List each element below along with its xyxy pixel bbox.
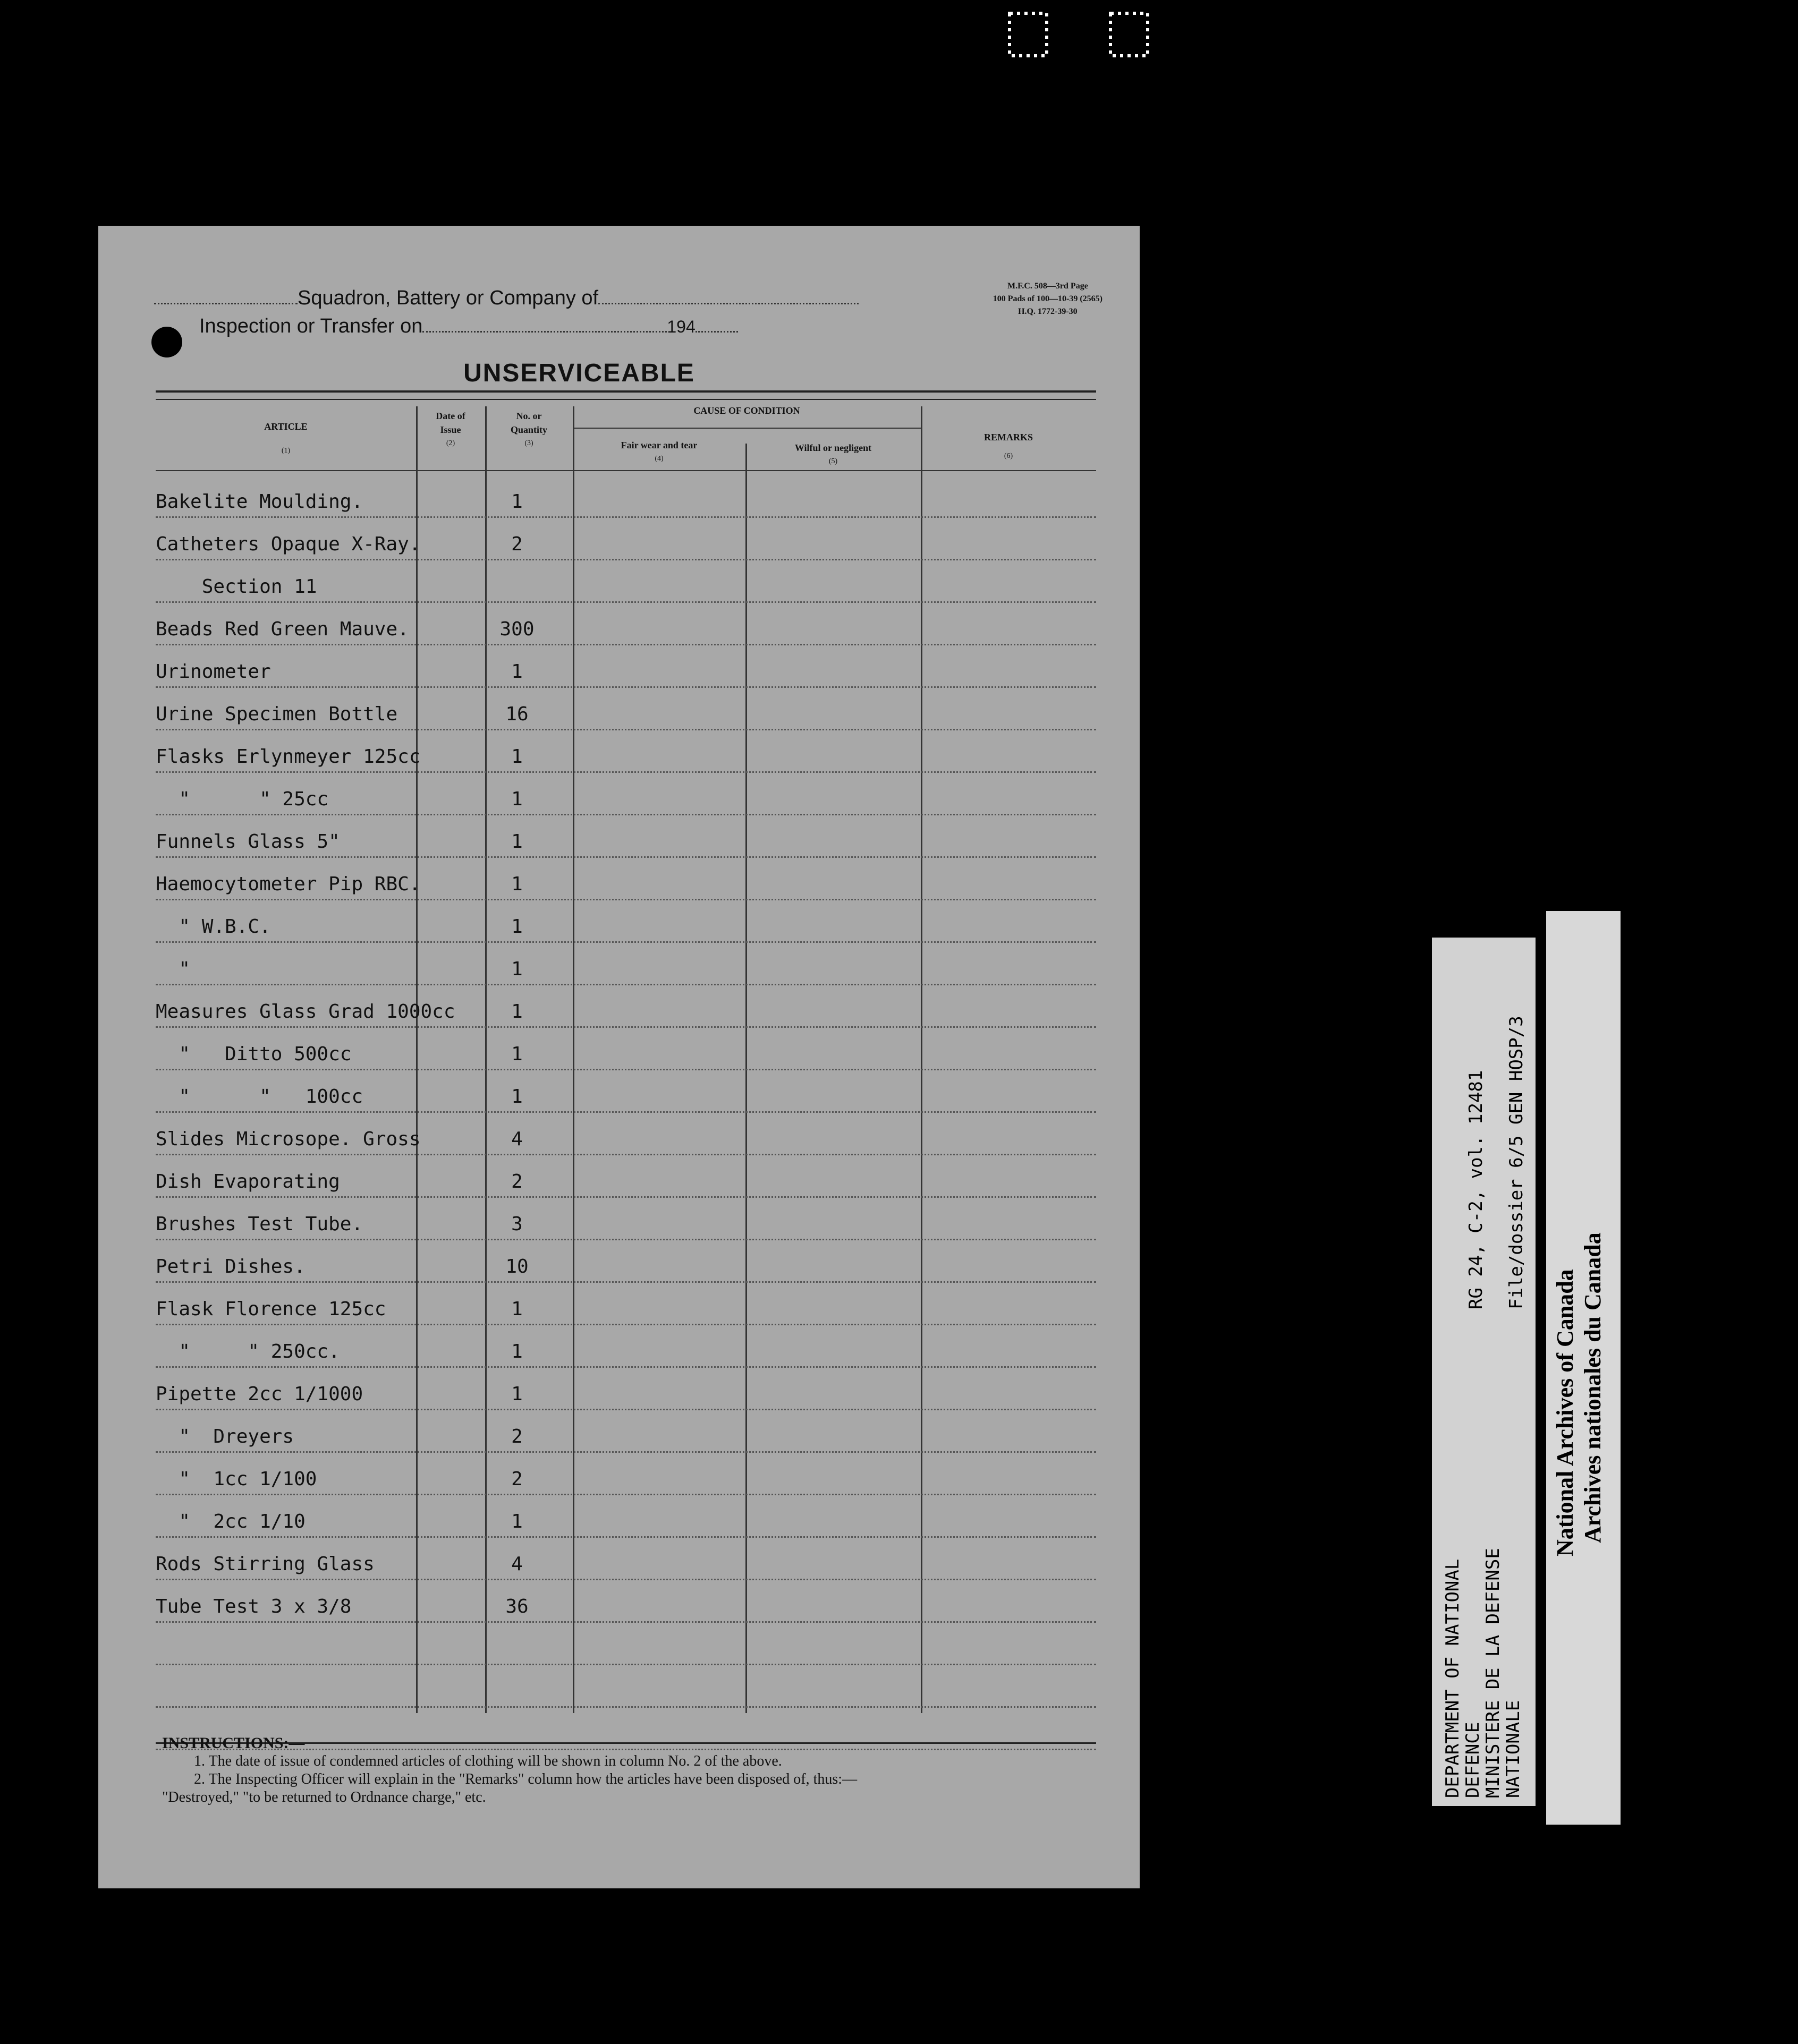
row-quantity: 1 xyxy=(511,788,523,810)
row-article: Haemocytometer Pip RBC. xyxy=(156,873,421,895)
row-quantity: 1 xyxy=(511,1341,523,1362)
table-row xyxy=(156,1410,1096,1453)
table-row xyxy=(156,1240,1096,1283)
table-row xyxy=(156,900,1096,943)
instructions xyxy=(162,1734,1092,1807)
row-quantity: 10 xyxy=(505,1256,529,1277)
row-quantity: 1 xyxy=(511,1298,523,1320)
row-article: Funnels Glass 5" xyxy=(156,831,340,853)
label-ref1: RG 24, C-2, vol. 12481 xyxy=(1465,1070,1487,1309)
row-quantity: 1 xyxy=(511,1043,523,1065)
row-quantity: 2 xyxy=(511,533,523,555)
table-row xyxy=(156,475,1096,518)
header-unit-line xyxy=(154,287,859,310)
table-row xyxy=(156,1453,1096,1495)
row-article: Section 11 xyxy=(156,576,317,598)
row-article: Tube Test 3 x 3/8 xyxy=(156,1596,352,1617)
form-sheet xyxy=(98,226,1140,1888)
row-article: Dish Evaporating xyxy=(156,1171,340,1193)
label-line1: DEPARTMENT OF NATIONAL xyxy=(1442,1558,1463,1798)
row-quantity: 1 xyxy=(511,958,523,980)
row-quantity: 1 xyxy=(511,746,523,768)
row-quantity: 2 xyxy=(511,1468,523,1490)
row-quantity: 1 xyxy=(511,661,523,683)
table-row xyxy=(156,560,1096,603)
col-article-header: ARTICLE (1) xyxy=(264,421,308,455)
table-row xyxy=(156,1283,1096,1325)
label-ref2: File/dossier 6/5 GEN HOSP/3 xyxy=(1506,1016,1527,1309)
table-row xyxy=(156,1198,1096,1240)
row-article: " 1cc 1/100 xyxy=(156,1468,317,1490)
col-qty-header: No. or Quantity (3) xyxy=(510,411,547,447)
label-line2: DEFENCE xyxy=(1462,1722,1483,1798)
form-code-line2: 100 Pads of 100—10-39 (2565) xyxy=(993,294,1102,303)
row-article: Urine Specimen Bottle xyxy=(156,703,398,725)
col-wilful-header: Wilful or negligent (5) xyxy=(794,442,872,465)
table-row xyxy=(156,603,1096,645)
table-row xyxy=(156,773,1096,815)
form-title: UNSERVICEABLE xyxy=(463,359,695,387)
row-quantity: 300 xyxy=(499,618,535,640)
microfilm-frame-marks xyxy=(1004,8,1164,61)
table-row-blank xyxy=(156,1623,1096,1665)
row-article: Rods Stirring Glass xyxy=(156,1553,375,1575)
row-quantity: 36 xyxy=(505,1596,529,1617)
row-article: Catheters Opaque X-Ray. xyxy=(156,533,421,555)
row-quantity: 2 xyxy=(511,1171,523,1193)
archive-stamp-label xyxy=(1546,911,1621,1825)
label-line4: NATIONALE xyxy=(1503,1700,1524,1798)
table-row xyxy=(156,1495,1096,1538)
row-quantity: 1 xyxy=(511,873,523,895)
form-code xyxy=(993,280,1102,318)
instructions-heading: INSTRUCTIONS:— xyxy=(162,1734,305,1752)
row-quantity: 4 xyxy=(511,1553,523,1575)
row-article: Urinometer xyxy=(156,661,271,683)
row-article: Slides Microsope. Gross xyxy=(156,1128,421,1150)
table-row xyxy=(156,985,1096,1028)
row-article: Flasks Erlynmeyer 125cc xyxy=(156,746,421,768)
row-article: " W.B.C. xyxy=(156,916,271,938)
row-article: " " 25cc xyxy=(156,788,329,810)
row-article: " " 250cc. xyxy=(156,1341,340,1362)
table-row xyxy=(156,518,1096,560)
table-row xyxy=(156,858,1096,900)
row-quantity: 1 xyxy=(511,916,523,938)
stamp-fr: Archives nationales du Canada xyxy=(1580,1232,1606,1543)
col-fair-header: Fair wear and tear (4) xyxy=(621,440,698,463)
row-article: Bakelite Moulding. xyxy=(156,491,363,513)
row-article: Beads Red Green Mauve. xyxy=(156,618,409,640)
table-row xyxy=(156,730,1096,773)
table-row-blank xyxy=(156,1665,1096,1708)
label-line3: MINISTERE DE LA DEFENSE xyxy=(1482,1548,1504,1798)
instruction-2: 2. The Inspecting Officer will explain in the "Remarks" column how the articles have been disposed of, thus:— xyxy=(194,1771,858,1787)
table-row xyxy=(156,1028,1096,1070)
row-article: Brushes Test Tube. xyxy=(156,1213,363,1235)
row-article: " Dreyers xyxy=(156,1426,294,1447)
table-row xyxy=(156,1325,1096,1368)
row-quantity: 1 xyxy=(511,1383,523,1405)
col-remarks-header: REMARKS (6) xyxy=(983,432,1033,460)
table-row xyxy=(156,815,1096,858)
row-article: Petri Dishes. xyxy=(156,1256,306,1277)
table-row xyxy=(156,1155,1096,1198)
row-article: " " 100cc xyxy=(156,1086,363,1108)
row-quantity: 16 xyxy=(505,703,529,725)
instruction-2b: "Destroyed," "to be returned to Ordnance charge," etc. xyxy=(162,1789,486,1805)
archive-reference-label xyxy=(1432,938,1536,1806)
row-article: Flask Florence 125cc xyxy=(156,1298,386,1320)
row-article: Measures Glass Grad 1000cc xyxy=(156,1001,455,1023)
table-row xyxy=(156,1113,1096,1155)
row-quantity: 3 xyxy=(511,1213,523,1235)
row-article: " xyxy=(156,958,191,980)
row-article: " 2cc 1/10 xyxy=(156,1511,306,1532)
row-quantity: 2 xyxy=(511,1426,523,1447)
row-quantity: 1 xyxy=(511,491,523,513)
form-code-line3: H.Q. 1772-39-30 xyxy=(1018,307,1078,316)
row-quantity: 4 xyxy=(511,1128,523,1150)
row-article: Pipette 2cc 1/1000 xyxy=(156,1383,363,1405)
row-article: " Ditto 500cc xyxy=(156,1043,352,1065)
instruction-1: 1. The date of issue of condemned articles of clothing will be shown in column No. 2 of the above. xyxy=(194,1753,782,1769)
header-date-label: Inspection or Transfer on xyxy=(199,315,423,337)
table-row xyxy=(156,1070,1096,1113)
table-row xyxy=(156,1368,1096,1410)
table-row xyxy=(156,943,1096,985)
col-cause-header: CAUSE OF CONDITION xyxy=(693,405,800,416)
table-row xyxy=(156,645,1096,688)
row-quantity: 1 xyxy=(511,1001,523,1023)
header-unit-label: Squadron, Battery or Company of xyxy=(298,287,599,309)
table-row xyxy=(156,1580,1096,1623)
row-quantity: 1 xyxy=(511,1511,523,1532)
table-row xyxy=(156,688,1096,730)
stamp-en: National Archives of Canada xyxy=(1552,1269,1578,1556)
header-year: 194 xyxy=(667,317,696,336)
punch-hole xyxy=(151,327,182,357)
row-quantity: 1 xyxy=(511,831,523,853)
table-row xyxy=(156,1538,1096,1580)
row-quantity: 1 xyxy=(511,1086,523,1108)
article-table xyxy=(156,390,1096,1750)
col-date-header: Date of Issue (2) xyxy=(436,411,465,447)
header-date-line xyxy=(199,315,738,338)
form-code-line1: M.F.C. 508—3rd Page xyxy=(1007,282,1088,291)
